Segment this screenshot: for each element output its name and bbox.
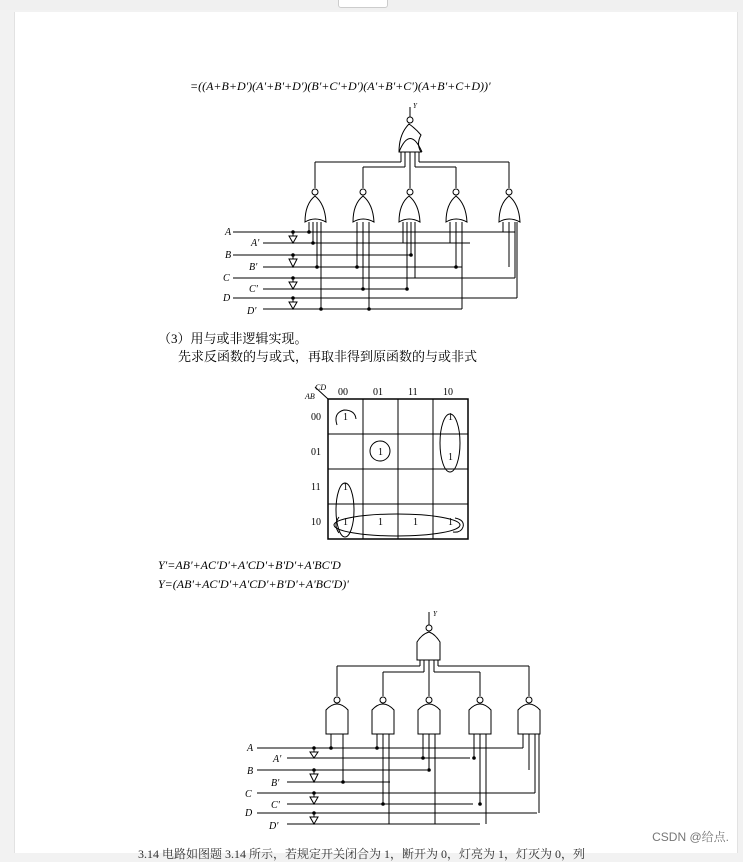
- circuit2-input-5: C': [271, 800, 280, 811]
- gate-1-2: [353, 189, 374, 222]
- output-inverter-bubble-1: [407, 117, 413, 123]
- circuit1-input-3: B': [249, 262, 258, 273]
- gate-1-4: [446, 189, 467, 222]
- circuit-diagram-1: [15, 12, 737, 332]
- gate-2-5: [518, 697, 540, 734]
- circuit2-input-6: D: [245, 808, 253, 819]
- equation-y-prime: Y'=AB'+AC'D'+A'CD'+B'D'+A'BC'D: [158, 558, 341, 572]
- circuit1-input-5: C': [249, 284, 258, 295]
- kmap-corner-row: AB: [305, 392, 315, 401]
- kmap-cell-value: 1: [343, 517, 348, 528]
- kmap-corner-col: CD: [315, 383, 327, 392]
- kmap-cell-value: 1: [413, 517, 418, 528]
- kmap-row-header: 01: [311, 447, 321, 458]
- section3-text: 先求反函数的与或式，再取非得到原函数的与或非式: [178, 349, 478, 364]
- circuit-diagram-2: [15, 592, 737, 832]
- equation-y: Y=(AB'+AC'D'+A'CD'+B'D'+A'BC'D)': [158, 577, 349, 591]
- kmap-row-header: 10: [311, 517, 321, 528]
- viewer-tab-handle[interactable]: [338, 0, 388, 8]
- karnaugh-map: [15, 377, 737, 557]
- gate-2-3: [418, 697, 440, 734]
- gate-1-5: [499, 189, 520, 222]
- kmap-cell-value: 1: [378, 447, 383, 458]
- kmap-col-header: 10: [443, 387, 453, 398]
- gate-1-3: [399, 189, 420, 222]
- kmap-col-header: 00: [338, 387, 348, 398]
- watermark: CSDN @给点.: [652, 830, 729, 844]
- equation-top: =((A+B+D')(A'+B'+D')(B'+C'+D')(A'+B'+C')(A+B'+C+D))': [190, 79, 491, 93]
- kmap-cell-value: 1: [343, 412, 348, 423]
- kmap-cell-value: 1: [343, 482, 348, 493]
- circuit2-input-3: B': [271, 778, 280, 789]
- gate-2-4: [469, 697, 491, 734]
- circuit2-input-0: A: [247, 743, 254, 754]
- bottom-cutoff-text: 3.14 电路如图题 3.14 所示，若规定开关闭合为 1，断开为 0，灯亮为 1，灯灭为 0，列: [138, 847, 586, 861]
- circuit1-input-2: B: [225, 250, 232, 261]
- section3-heading: （3）用与或非逻辑实现。: [158, 331, 308, 346]
- gate-1-1: [305, 189, 326, 222]
- kmap-cell-value: 1: [448, 412, 453, 423]
- circuit2-input-1: A': [273, 754, 282, 765]
- circuit1-input-7: D': [247, 306, 257, 317]
- kmap-cell-value: 1: [448, 517, 453, 528]
- circuit2-input-2: B: [247, 766, 254, 777]
- document-page: [14, 12, 738, 861]
- gate-2-2: [372, 697, 394, 734]
- output-gate-2: [417, 632, 440, 660]
- circuit1-input-1: A': [251, 238, 260, 249]
- circuit2-input-4: C: [245, 789, 252, 800]
- circuit1-input-6: D: [223, 293, 231, 304]
- circuit2-output-label: Y: [433, 610, 437, 618]
- output-gate-1: [399, 124, 421, 152]
- kmap-cell-value: 1: [378, 517, 383, 528]
- gate-2-1: [326, 697, 348, 734]
- circuit1-input-0: A: [225, 227, 232, 238]
- circuit1-output-label: Y: [413, 102, 417, 110]
- circuit1-input-4: C: [223, 273, 230, 284]
- kmap-col-header: 01: [373, 387, 383, 398]
- kmap-col-header: 11: [408, 387, 418, 398]
- kmap-row-header: 00: [311, 412, 321, 423]
- kmap-row-header: 11: [311, 482, 321, 493]
- kmap-cell-value: 1: [448, 452, 453, 463]
- circuit2-input-7: D': [269, 821, 279, 832]
